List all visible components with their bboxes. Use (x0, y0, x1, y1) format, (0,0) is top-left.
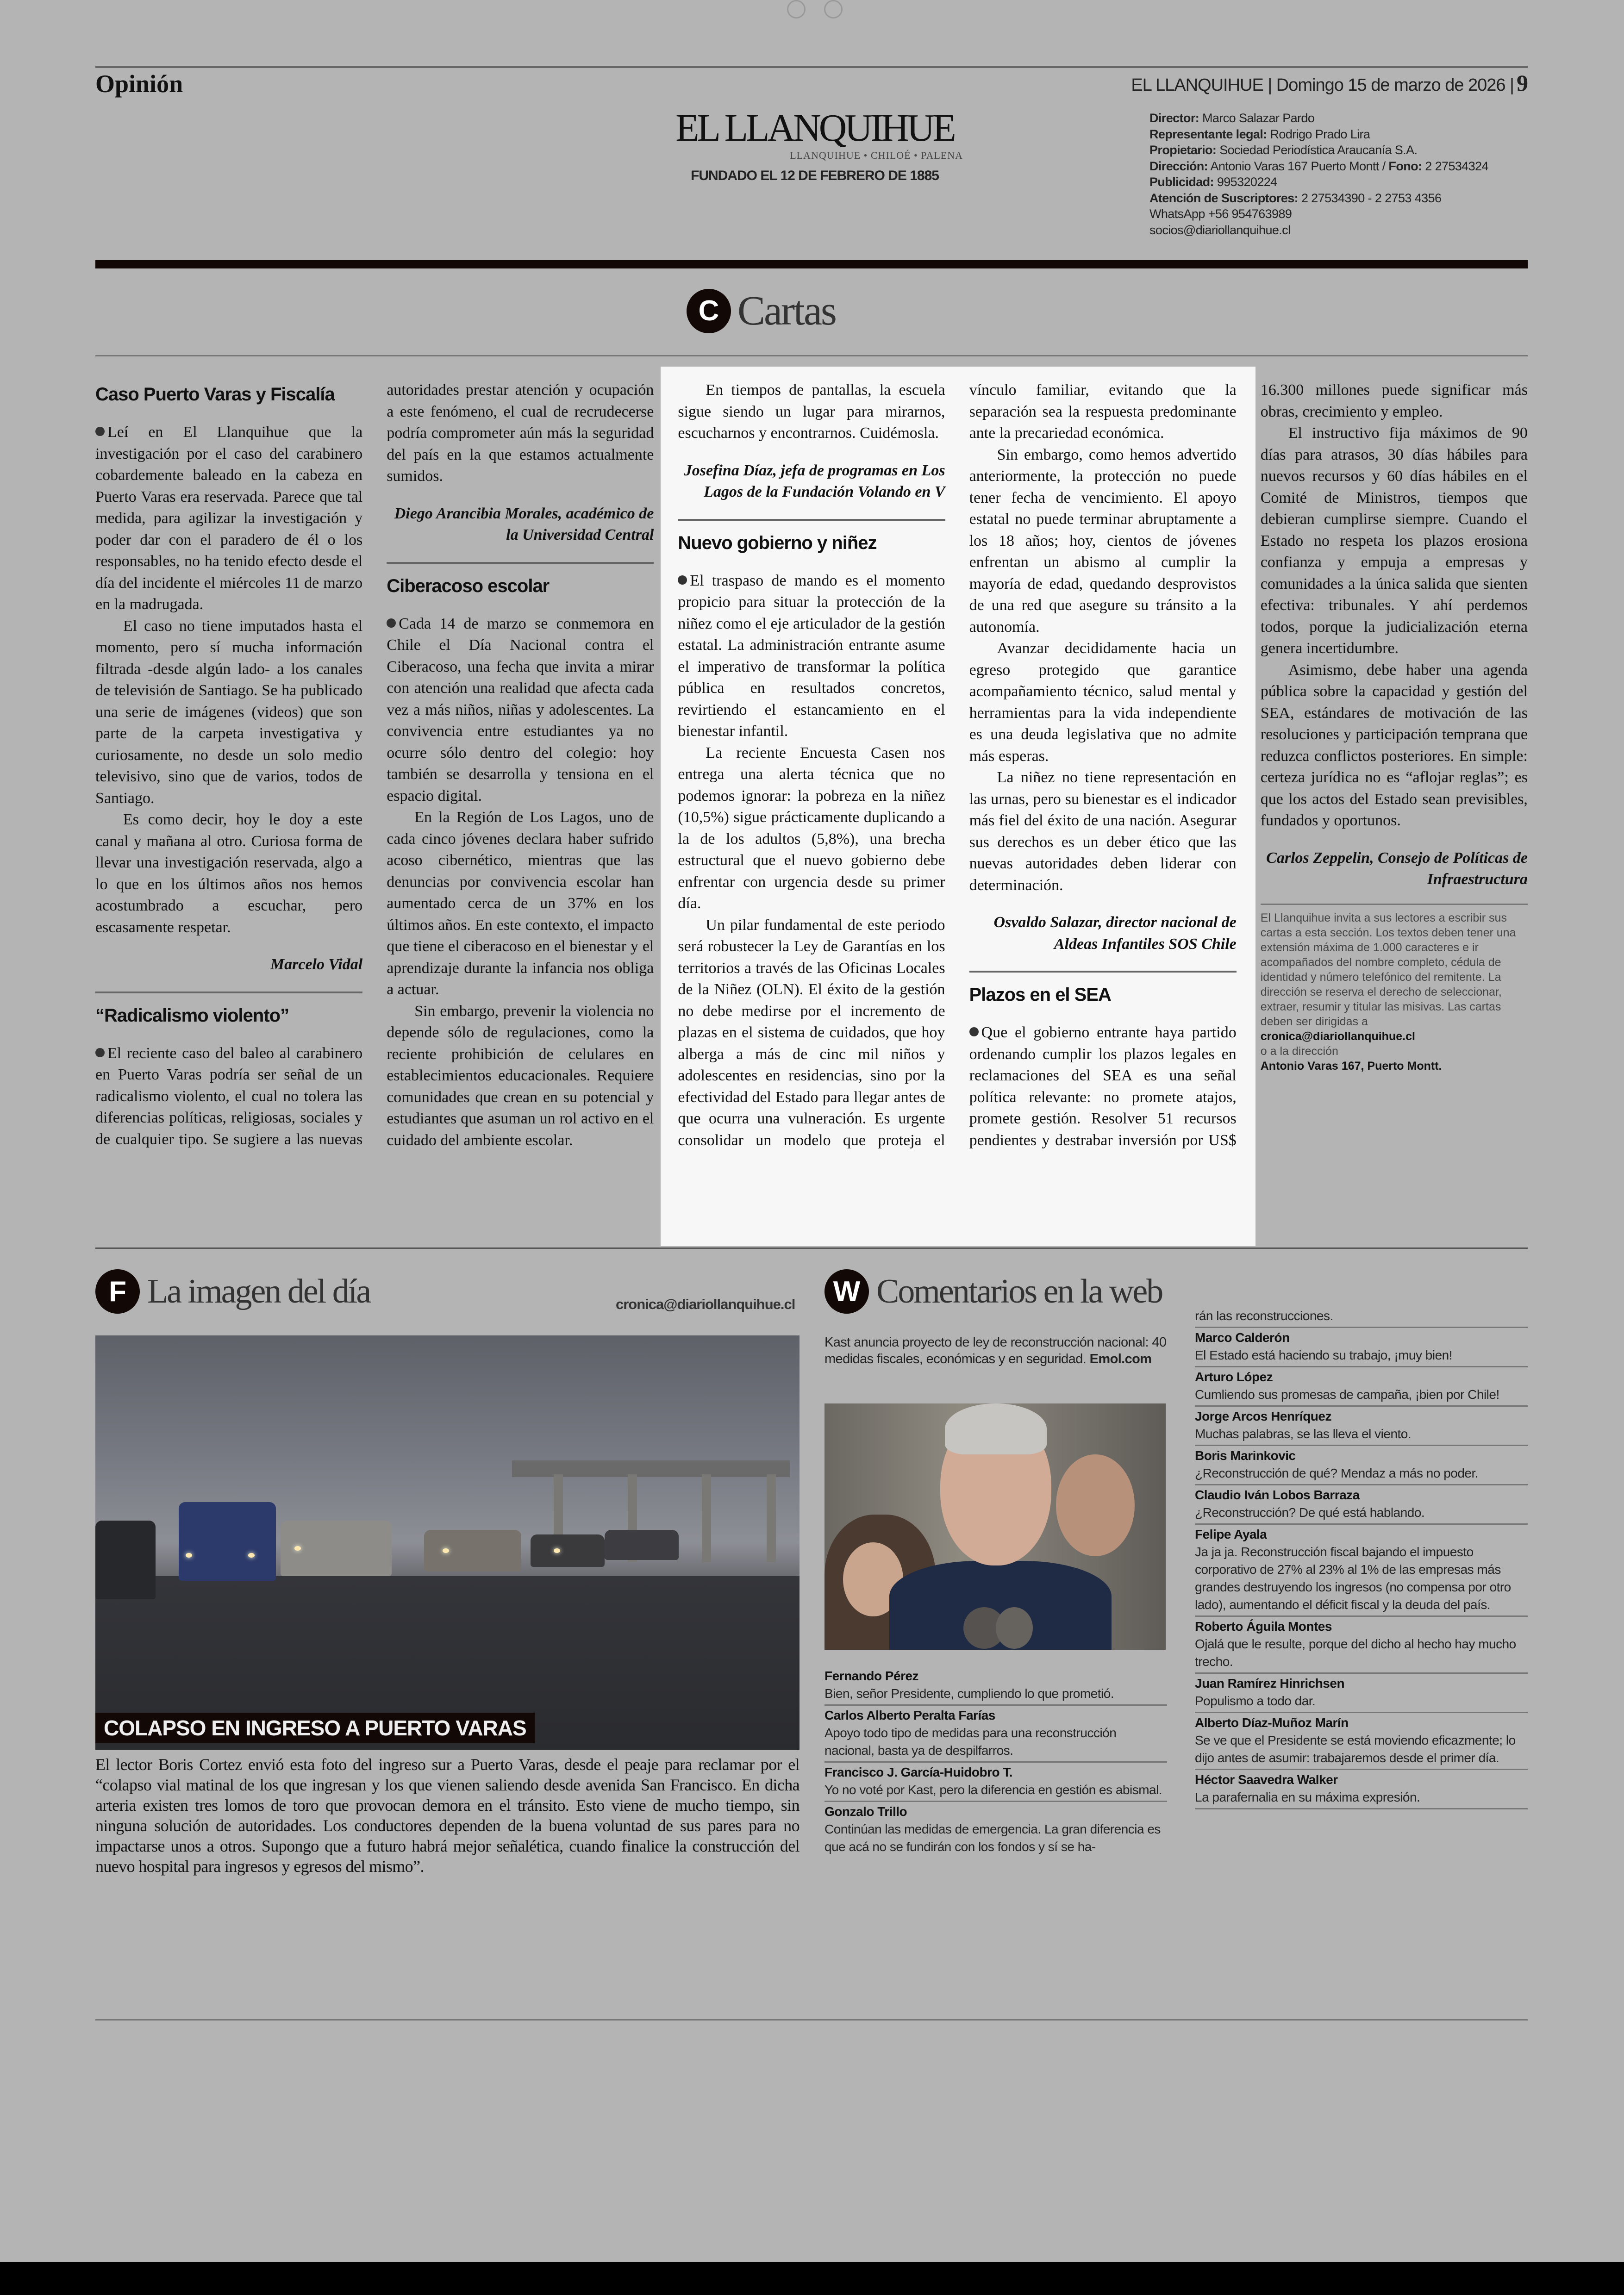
note-or: o a la dirección (1260, 1044, 1338, 1058)
letter-paragraph: La reciente Encuesta Casen nos entrega una alerta técnica que no podemos ignorar: la pobreza en la niñez (10,5%) sigue prácticamente duplicando a la de los adultos (5,8%), una brecha estructural que el nuevo gobierno debe enfrentar con urgencia desde su primer día. (678, 744, 945, 912)
comment (824, 1706, 1167, 1763)
cartas-rule (95, 355, 1528, 356)
letter-paragraph: Sin embargo, prevenir la violencia no depende sólo de regulaciones, como la reciente prohibición de celulares en establecimientos educacionales. Requiere comunidades que crean en su potencial y estudiantes que asuman un rol activo en el cuidado del ambiente escolar. (387, 1002, 654, 1149)
car (424, 1530, 521, 1572)
note-email-link[interactable]: cronica@diariollanquihue.cl (1260, 1029, 1415, 1043)
letter-paragraph: En la Región de Los Lagos, uno de cada cinco jóvenes declara haber sufrido acoso cibernético, mientras que las denuncias por convivencia escolar han aumentado cerca de un 37% en los últimos años. En este contexto, el impacto que tiene el ciberacoso en el bienestar y el aprendizaje durante la infancia nos obliga a actuar. (387, 809, 654, 998)
comment-text: Muchas palabras, se las lleva el viento. (1195, 1427, 1412, 1441)
headlight (248, 1553, 255, 1558)
comentarios-title: Comentarios en la web (876, 1272, 1162, 1310)
comentarios-header (824, 1269, 1162, 1314)
comment-author: Héctor Saavedra Walker (1195, 1772, 1338, 1787)
comment-author: Felipe Ayala (1195, 1527, 1267, 1541)
letter-signature: Josefina Díaz, jefa de programas en Los Lagos de la Fundación Volando en V (684, 461, 945, 500)
comment-author: Gonzalo Trillo (824, 1804, 907, 1819)
top-rule (95, 66, 1528, 68)
letter-paragraph: El reciente caso del baleo al carabinero en Puerto Varas podría ser señal de un radicalismo violento, el cual no tolera las diferencias políticas, religiosas, sociales y de cualquier tipo. Se sugiere a las nuevas autoridades prestar atención y ocupación a este fenómeno, el cual de recrudecerse podría comprometer aún más la seguridad del país en la que estamos actualmente sumidos. (95, 380, 654, 1151)
comment-text: Cumliendo sus promesas de campaña, ¡bien por Chile! (1195, 1387, 1499, 1402)
truck (95, 1521, 156, 1599)
staff-advertising: Publicidad: 995320224 (1149, 175, 1277, 189)
comment-text: ¿Reconstrucción? De qué está hablando. (1195, 1505, 1425, 1520)
car (605, 1530, 679, 1560)
microphone (996, 1607, 1033, 1649)
letter-paragraph: Es como decir, hoy le doy a este canal y mañana al otro. Curiosa forma de llevar una investigación reservada, algo a lo que en los últimos años nos hemos acostumbrado a escuchar, pero escasamente respetar. (95, 811, 363, 936)
staff-whatsapp: WhatsApp +56 954763989 (1149, 207, 1292, 221)
comment (824, 1666, 1167, 1706)
letter-paragraph: La niñez no tiene representación en las urnas, pero su bienestar es el indicador más fiel del éxito de una nación. Asegurar sus derechos es un deber ético que las nuevas autoridades deben liderar con determinación. (969, 769, 1237, 894)
letter-paragraph: El caso no tiene imputados hasta el momento, pero sí mucha información filtrada -desde algún lado- a los canales de televisión de Santiago. Se ha publicado una serie de imágenes (videos) que son parte de la carpeta investigativa y curiosamente, no desde un solo medio televisivo, sino que de varios, todos de Santiago. (95, 617, 363, 807)
comment (1195, 1617, 1528, 1674)
comment (1195, 1446, 1528, 1485)
comment (824, 1763, 1167, 1802)
letter-paragraph: Un pilar fundamental de este periodo será robustecer la Ley de Garantías en los territorios a través de las Oficinas Locales de la Niñez (OLN). El éxito de la gestión no debe medirse por el incremento de plazas en el sistema de cuidados, que hoy alberga a más de cinc mil niños y adolescentes en residencias, sino por la efectividad del Estado para llegar antes de que ocurra una vulneración. Es urgente consolidar un modelo que proteja el vínculo familiar, evitando que la separación sea la respuesta predominante ante la precariedad económica. (678, 381, 1237, 1149)
bus (179, 1502, 276, 1581)
divider (678, 519, 945, 521)
comment-text: El Estado está haciendo su trabajo, ¡muy bien! (1195, 1348, 1453, 1362)
letter-paragraph: En tiempos de pantallas, la escuela sigue siendo un lugar para mirarnos, escucharnos y encontrarnos. Cuidémosla. (678, 381, 945, 442)
dateline (1131, 69, 1528, 96)
staff-info (1149, 110, 1529, 238)
comment (1195, 1328, 1528, 1367)
divider (969, 971, 1237, 973)
comment-text: ¿Reconstrucción de qué? Mendaz a más no poder. (1195, 1466, 1479, 1480)
comentarios-intro (824, 1334, 1167, 1367)
comment-text: Yo no voté por Kast, pero la diferencia en gestión es abismal. (824, 1783, 1162, 1797)
letters-columns (95, 380, 1528, 1151)
intro-text: Kast anuncia proyecto de ley de reconstrucción nacional: 40 medidas fiscales, económicas y en seguridad. (824, 1335, 1167, 1366)
masthead (639, 106, 991, 184)
comment-text: Apoyo todo tipo de medidas para una reconstrucción nacional, basta ya de despilfarros. (824, 1726, 1117, 1758)
section-title: Opinión (95, 70, 183, 98)
next-page-icon[interactable] (824, 0, 843, 19)
comment-text: Ojalá que le resulte, porque del dicho al hecho hay mucho trecho. (1195, 1637, 1516, 1669)
comment-author: Francisco J. García-Huidobro T. (824, 1765, 1013, 1779)
cartas-title: Cartas (737, 288, 836, 334)
comment (1195, 1713, 1528, 1770)
toll-pillar (767, 1474, 776, 1562)
comment (1195, 1770, 1528, 1809)
header-bar (95, 260, 1528, 268)
letter-signature: Marcelo Vidal (270, 956, 363, 973)
staff-legal-rep: Representante legal: Rodrigo Prado Lira (1149, 127, 1370, 141)
comment-continuation: rán las reconstrucciones. (1195, 1306, 1528, 1328)
letter-signature: Diego Arancibia Morales, académico de la Universidad Central (394, 505, 654, 543)
comment-author: Marco Calderón (1195, 1330, 1290, 1345)
comment-author: Juan Ramírez Hinrichsen (1195, 1676, 1345, 1690)
letter-title: Ciberacoso escolar (387, 575, 550, 596)
toll-pillar (702, 1474, 711, 1562)
prev-page-icon[interactable] (787, 0, 806, 19)
letter (95, 384, 362, 976)
comment (1195, 1485, 1528, 1525)
letter-paragraph: Asimismo, debe haber una agenda pública sobre la capacidad y gestión del SEA, estándares de motivación de las resoluciones y participación temprana que reduzca conflictos posteriores. En simple: certeza jurídica no es “aflojar reglas”; es que los actos del Estado sean previsibles, fundados y oportunos. (1260, 661, 1528, 829)
letter-paragraph: Leí en El Llanquihue que la investigación por el caso del carabinero cobardemente baleado en la cabeza en Puerto Varas era reservada. Parece que tal medida, para agilizar la investigación y poder dar con el paradero de él o los responsables, no ha tenido efecto desde el día del incidente el miércoles 11 de marzo en la madrugada. (95, 422, 362, 616)
comment-text: La parafernalia en su máxima expresión. (1195, 1790, 1420, 1804)
comment-text: Bien, señor Presidente, cumpliendo lo que prometió. (824, 1686, 1114, 1701)
letter-title: Nuevo gobierno y niñez (678, 532, 877, 553)
comment-author: Jorge Arcos Henríquez (1195, 1409, 1331, 1423)
page-number: 9 (1517, 70, 1528, 96)
masthead-tagline: LLANQUIHUE • CHILOÉ • PALENA (790, 150, 963, 161)
submission-note (1261, 904, 1528, 1073)
face (1056, 1454, 1135, 1556)
comment-text: Populismo a todo dar. (1195, 1694, 1316, 1708)
staff-subscribers: Atención de Suscriptores: 2 27534390 - 2 2753 4356 (1149, 191, 1442, 205)
comment (1195, 1367, 1528, 1407)
imagen-title: La imagen del día (147, 1272, 370, 1310)
staff-owner: Propietario: Sociedad Periodística Araucanía S.A. (1149, 143, 1418, 157)
photo-caption: El lector Boris Cortez envió esta foto del ingreso sur a Puerto Varas, desde el peaje para reclamar por el “colapso vial matinal de los que ingresan y los que vienen saliendo desde avenida San Francisco. En dicha arteria existen tres lomos de toro que provocan demora en el tránsito. Esto viene de mucho tiempo, sin ninguna solución de autoridades. Los conductores dependen de la buena voluntad de sus pares para no impactarse unos a otros. Supongo que a futuro habrá mejor señalética, cuando finalice la construcción del nuevo hospital para ingresos y egresos del mismo”. (95, 1755, 800, 1876)
note-address: Antonio Varas 167, Puerto Montt. (1260, 1059, 1442, 1073)
divider (95, 992, 362, 993)
press-photo (824, 1403, 1166, 1650)
section-rule (95, 1247, 1528, 1249)
comment (824, 1802, 1167, 1858)
dateline-text: EL LLANQUIHUE | Domingo 15 de marzo de 2026 | (1131, 75, 1514, 95)
web-badge-icon: W (824, 1269, 869, 1314)
letter-signature: Osvaldo Salazar, director nacional de Aldeas Infantiles SOS Chile (993, 914, 1237, 953)
letter-paragraph: Que el gobierno entrante haya partido ordenando cumplir los plazos legales en reclamaciones del SEA es una señal política relevante: no promete atajos, promete gestión. Resolver 51 recursos pendientes y destrabar inversión por US$ 16.300 millones puede significar más obras, crecimiento y empleo. (969, 380, 1528, 1151)
bottom-rule (95, 2019, 1528, 2021)
letter-paragraph: El instructivo fija máximos de 90 días para atrasos, 30 días hábiles para nuevos recursos y 60 días hábiles en el Comité de Ministros, tiempos que debieran cumplirse siempre. Cuando el Estado no respeta los plazos erosiona confianza y empuja a empresas y comunidades a la única salida que sienten efectiva: tribunales. Y ahí perdemos todos, porque la judicialización eterna genera incertidumbre. (1260, 424, 1528, 657)
letter-paragraph: Cada 14 de marzo se conmemora en Chile el Día Nacional contra el Ciberacoso, una fecha que invita a mirar con atención una realidad que afecta cada vez a más niños, niñas y adolescentes. La convivencia entre estudiantes ya no ocurre sólo dentro del colegio: hoy también se desarrolla y tensiona en el espacio digital. (387, 613, 654, 807)
photo-title: COLAPSO EN INGRESO A PUERTO VARAS (95, 1713, 535, 1743)
comment-author: Alberto Díaz-Muñoz Marín (1195, 1715, 1349, 1730)
comment (1195, 1674, 1528, 1713)
comment-author: Claudio Iván Lobos Barraza (1195, 1488, 1360, 1502)
letter-title: “Radicalismo violento” (95, 1005, 289, 1026)
headlight (294, 1546, 301, 1551)
letter-title: Plazos en el SEA (969, 985, 1111, 1005)
newspaper-logo: EL LLANQUIHUE (675, 106, 954, 150)
staff-address: Dirección: Antonio Varas 167 Puerto Montt / Fono: 2 27534324 (1149, 159, 1488, 173)
comment-author: Boris Marinkovic (1195, 1448, 1296, 1463)
note-text: El Llanquihue invita a sus lectores a escribir sus cartas a esta sección. Los textos deben tener una extensión máxima de 1.000 caracteres e ir acompañados del nombre completo, cédula de identidad y número telefónico del remitente. La dirección se reserva el derecho de seleccionar, extraer, resumir y titular las misivas. Las cartas deben ser dirigidas a (1260, 911, 1516, 1028)
comment-author: Arturo López (1195, 1370, 1273, 1384)
headlight (554, 1548, 560, 1553)
letter-paragraph: El traspaso de mando es el momento propicio para situar la protección de la niñez como el eje articulador de la gestión estatal. La administración entrante asume el imperativo de transformar la política pública en resultados concretos, revirtiendo el estancamiento en el bienestar infantil. (678, 570, 945, 742)
comment-author: Fernando Pérez (824, 1669, 919, 1683)
cartas-header (687, 287, 836, 335)
comment-text: Se ve que el Presidente se está moviendo eficazmente; lo dijo antes de asumir: trabajaremos desde el primer día. (1195, 1733, 1516, 1765)
cartas-badge-icon: C (687, 289, 731, 333)
founded-date: FUNDADO EL 12 DE FEBRERO DE 1885 (691, 168, 939, 183)
comment-text: Ja ja ja. Reconstrucción fiscal bajando el impuesto corporativo de 27% al 23% al 1% de las empresas más grandes destruyendo los ingresos (no compensa por otro lado), aumentando el déficit fiscal y la deuda del país. (1195, 1545, 1511, 1612)
traffic-photo (95, 1335, 800, 1750)
staff-email: socios@diariollanquihue.cl (1149, 223, 1291, 237)
comments-right (1195, 1306, 1528, 1809)
staff-director: Director: Marco Salazar Pardo (1149, 111, 1315, 125)
comment-author: Carlos Alberto Peralta Farías (824, 1708, 995, 1722)
headlight (443, 1548, 449, 1553)
hair (945, 1403, 1047, 1454)
letter-title: Caso Puerto Varas y Fiscalía (95, 384, 335, 405)
imagen-header (95, 1269, 370, 1314)
comment (1195, 1407, 1528, 1446)
intro-source: Emol.com (1089, 1352, 1152, 1366)
imagen-email-link[interactable]: cronica@diariollanquihue.cl (616, 1296, 795, 1312)
viewer-bottom-bar (0, 2262, 1624, 2295)
comments-left (824, 1666, 1167, 1858)
comment-author: Roberto Águila Montes (1195, 1619, 1332, 1634)
letter-signature: Carlos Zeppelin, Consejo de Políticas de Infraestructura (1266, 849, 1528, 888)
comment-text: Continúan las medidas de emergencia. La gran diferencia es que acá no se fundirán con los fondos y sí se ha- (824, 1822, 1161, 1854)
divider (387, 562, 654, 564)
headlight (186, 1553, 192, 1558)
comment (1195, 1525, 1528, 1617)
car (531, 1534, 605, 1567)
letter-paragraph: Sin embargo, como hemos advertido anteriormente, la protección no puede tener fecha de vencimiento. El apoyo estatal no puede terminar abruptamente a los 18 años; hoy, cientos de jóvenes enfrentan un abismo al cumplir la mayoría de edad, quedando desprovistos de una red que asegure su tránsito a la autonomía. (969, 446, 1237, 636)
letter-paragraph: Avanzar decididamente hacia un egreso protegido que garantice acompañamiento técnico, salud mental y herramientas para la vida independiente es una deuda legislativa que no admite más esperas. (969, 640, 1237, 765)
imagen-badge-icon: F (95, 1269, 140, 1314)
